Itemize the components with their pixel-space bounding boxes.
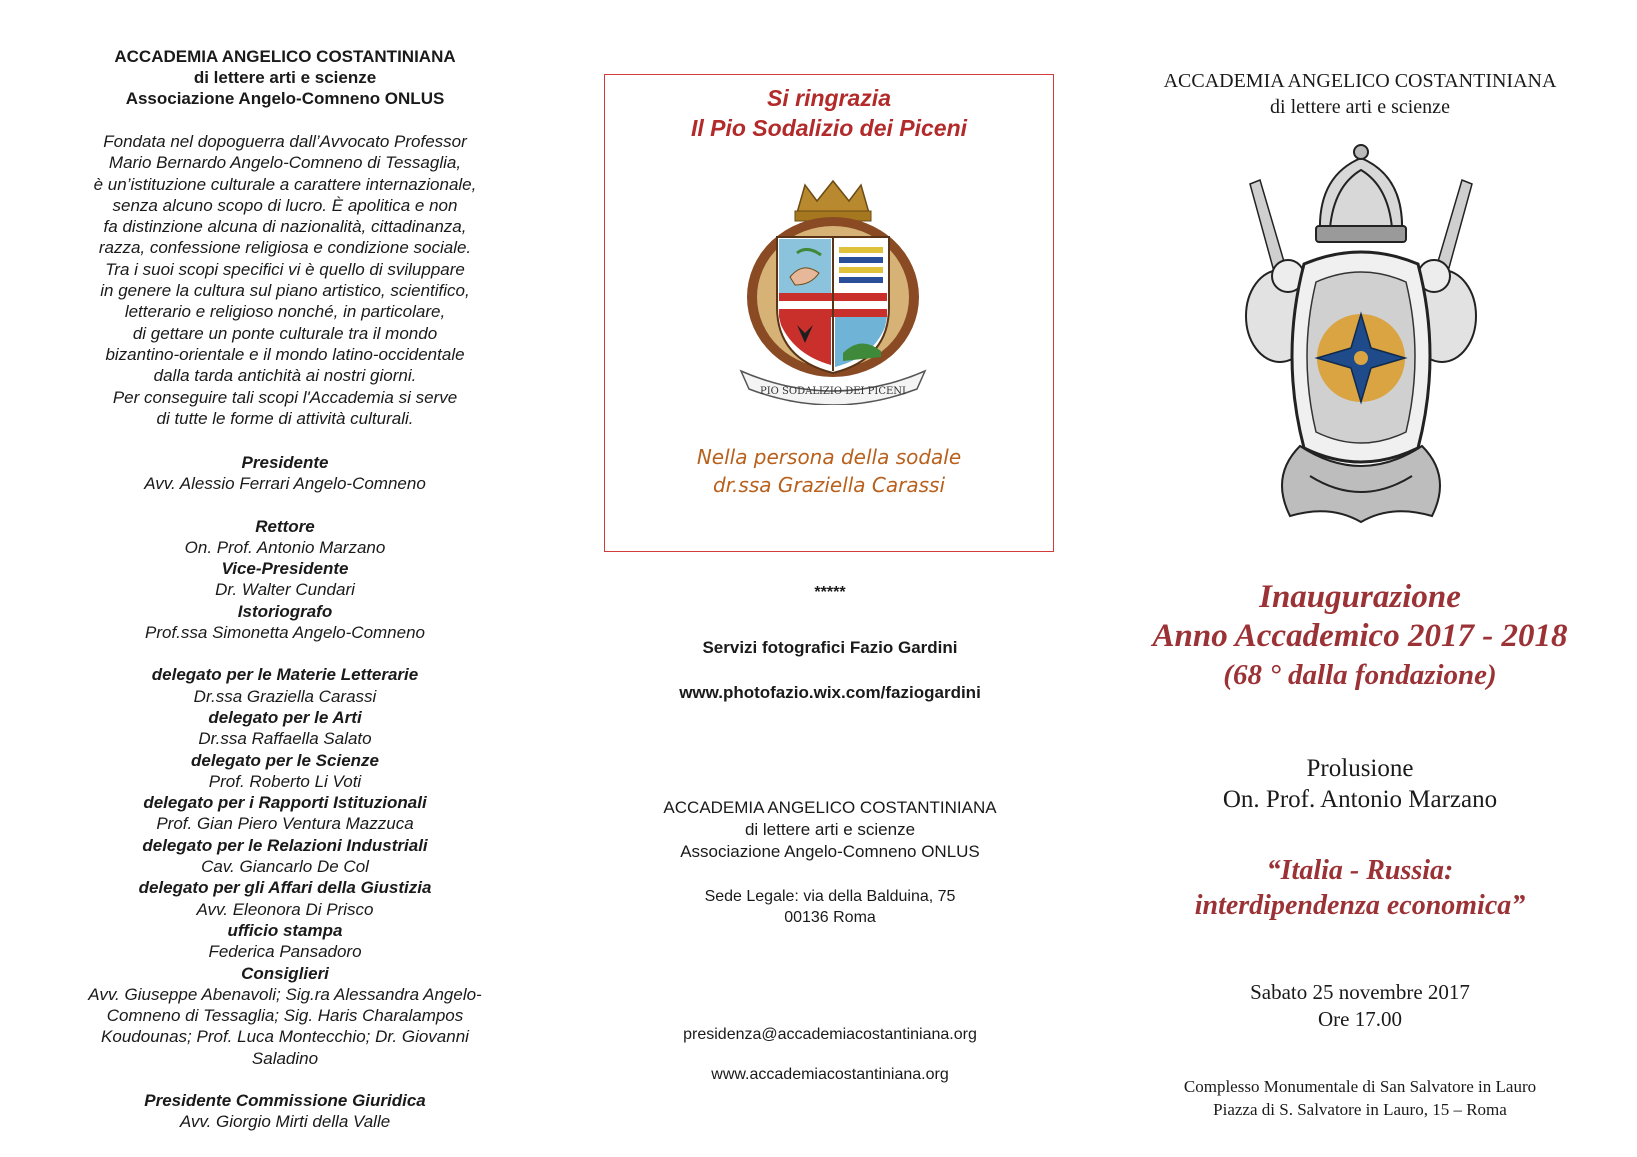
contact-email[interactable]: presidenza@accademiacostantiniana.org: [683, 1026, 977, 1043]
role-commissione: Presidente Commissione Giuridica: [144, 1091, 426, 1111]
academy-association: Associazione Angelo-Comneno ONLUS: [125, 89, 445, 108]
name-rettore: On. Prof. Antonio Marzano: [184, 537, 386, 557]
thanks-title-line: Si ringrazia: [767, 85, 891, 111]
name-commissione: Avv. Giorgio Mirti della Valle: [179, 1112, 391, 1132]
role-istituzionali: delegato per i Rapporti Istituzionali: [143, 793, 427, 813]
academy-association: Associazione Angelo-Comneno ONLUS: [680, 842, 980, 861]
name-presidente: Avv. Alessio Ferrari Angelo-Comneno: [144, 474, 426, 494]
venue-address: Piazza di S. Salvatore in Lauro, 15 – Roma: [1213, 1100, 1507, 1119]
description-line: Fondata nel dopoguerra dall’Avvocato Professor: [103, 132, 467, 151]
prolusione: [1110, 753, 1610, 815]
description-line: bizantino-orientale e il mondo latino-occidentale: [105, 344, 465, 364]
pio-sodalizio-crest-icon: [735, 175, 931, 405]
consiglieri-line: Koudounas; Prof. Luca Montecchio; Dr. Giovanni: [101, 1027, 469, 1047]
address-line: 00136 Roma: [784, 909, 876, 926]
role-vice-presidente: Vice-Presidente: [221, 559, 349, 579]
venue-name: Complesso Monumentale di San Salvatore in Lauro: [1183, 1077, 1537, 1096]
description-line: fa distinzione alcuna di nazionalità, cittadinanza,: [103, 217, 467, 237]
name-vice-presidente: Dr. Walter Cundari: [215, 580, 355, 600]
thanks-box: [604, 74, 1054, 552]
event-date: [1110, 979, 1610, 1033]
description-line: letterario e religioso nonché, in particolare,: [124, 302, 446, 322]
academy-name: ACCADEMIA ANGELICO COSTANTINIANA: [114, 47, 456, 66]
academy-name: ACCADEMIA ANGELICO COSTANTINIANA: [663, 798, 997, 817]
event-time: Ore 17.00: [1318, 1007, 1402, 1031]
description-line: di gettare un ponte culturale tra il mondo: [132, 323, 438, 343]
role-giustizia: delegato per gli Affari della Giustizia: [138, 878, 432, 898]
event-academic-year: Anno Accademico 2017 - 2018: [1152, 618, 1568, 654]
lecture-title-line: interdipendenza economica”: [1194, 890, 1526, 921]
description-line: dalla tarda antichità ai nostri giorni.: [153, 366, 417, 386]
cover-header: [1110, 68, 1610, 120]
academy-contact: [600, 797, 1060, 863]
photo-credit-link[interactable]: www.photofazio.wix.com/faziogardini: [679, 683, 981, 702]
role-rettore: Rettore: [255, 516, 315, 536]
academy-header: [40, 46, 530, 109]
role-stampa: ufficio stampa: [227, 920, 343, 940]
legal-address: [600, 886, 1060, 928]
speaker-name: On. Prof. Antonio Marzano: [1222, 786, 1498, 813]
consiglieri-line: Comneno di Tessaglia; Sig. Haris Charalampos: [106, 1006, 464, 1026]
lecture-title-line: “Italia - Russia:: [1266, 855, 1454, 886]
name-giustizia: Avv. Eleonora Di Prisco: [196, 899, 374, 919]
thanks-title: [605, 83, 1053, 143]
event-venue: [1110, 1075, 1610, 1121]
academy-emblem-icon: [1230, 136, 1492, 536]
thanks-title-line: Il Pio Sodalizio dei Piceni: [690, 115, 968, 141]
role-presidente: Presidente: [241, 453, 329, 472]
name-industriali: Cav. Giancarlo De Col: [201, 857, 369, 877]
description-line: senza alcuno scopo di lucro. È apolitica e non: [112, 195, 458, 215]
event-title-main: Inaugurazione: [1259, 579, 1461, 615]
consiglieri-line: Avv. Giuseppe Abenavoli; Sig.ra Alessandra Angelo-: [88, 984, 482, 1004]
event-anniversary: (68 ° dalla fondazione): [1223, 659, 1497, 691]
description-line: Per conseguire tali scopi l'Accademia si serve: [112, 387, 458, 407]
lecture-title: [1110, 853, 1610, 923]
name-letterarie: Dr.ssa Graziella Carassi: [193, 686, 377, 706]
description-line: è un’istituzione culturale a carattere internazionale,: [93, 174, 477, 194]
description-line: Mario Bernardo Angelo-Comneno di Tessaglia,: [108, 153, 462, 173]
name-stampa: Federica Pansadoro: [208, 942, 362, 962]
prolusione-label: Prolusione: [1306, 755, 1414, 782]
academy-name: ACCADEMIA ANGELICO COSTANTINIANA: [1163, 70, 1557, 92]
crest-ribbon-text: PIO SODALIZIO DEI PICENI: [760, 386, 906, 397]
address-line: Sede Legale: via della Balduina, 75: [704, 888, 956, 905]
role-letterarie: delegato per le Materie Letterarie: [151, 665, 419, 685]
staff-list: [40, 452, 530, 1133]
academy-subtitle: di lettere arti e scienze: [744, 820, 916, 839]
academy-subtitle: di lettere arti e scienze: [1270, 96, 1450, 118]
description-line: di tutte le forme di attività culturali.: [156, 408, 414, 428]
academy-subtitle: di lettere arti e scienze: [193, 68, 377, 87]
description-line: razza, confessione religiosa e condizione sociale.: [98, 238, 472, 258]
event-title: [1110, 578, 1610, 695]
description-line: in genere la cultura sul piano artistico, scientifico,: [100, 281, 470, 301]
consiglieri-line: Saladino: [251, 1048, 319, 1068]
role-consiglieri: Consiglieri: [241, 963, 329, 983]
thanks-person-line: dr.ssa Graziella Carassi: [712, 473, 946, 497]
event-day: Sabato 25 novembre 2017: [1250, 980, 1470, 1004]
thanks-person-line: Nella persona della sodale: [696, 445, 962, 469]
website-link[interactable]: www.accademiacostantiniana.org: [711, 1066, 949, 1083]
role-arti: delegato per le Arti: [208, 707, 362, 727]
name-arti: Dr.ssa Raffaella Salato: [198, 729, 372, 749]
name-istoriografo: Prof.ssa Simonetta Angelo-Comneno: [144, 623, 426, 643]
role-scienze: delegato per le Scienze: [190, 750, 379, 770]
role-istoriografo: Istoriografo: [237, 601, 333, 621]
description-line: Tra i suoi scopi specifici vi è quello di sviluppare: [105, 259, 465, 279]
name-scienze: Prof. Roberto Li Voti: [208, 771, 362, 791]
role-industriali: delegato per le Relazioni Industriali: [142, 835, 428, 855]
academy-description: [40, 131, 530, 429]
separator-stars: *****: [814, 584, 846, 601]
name-istituzionali: Prof. Gian Piero Ventura Mazzuca: [156, 814, 414, 834]
thanks-person: [605, 443, 1053, 499]
photo-credit: Servizi fotografici Fazio Gardini: [702, 638, 958, 657]
